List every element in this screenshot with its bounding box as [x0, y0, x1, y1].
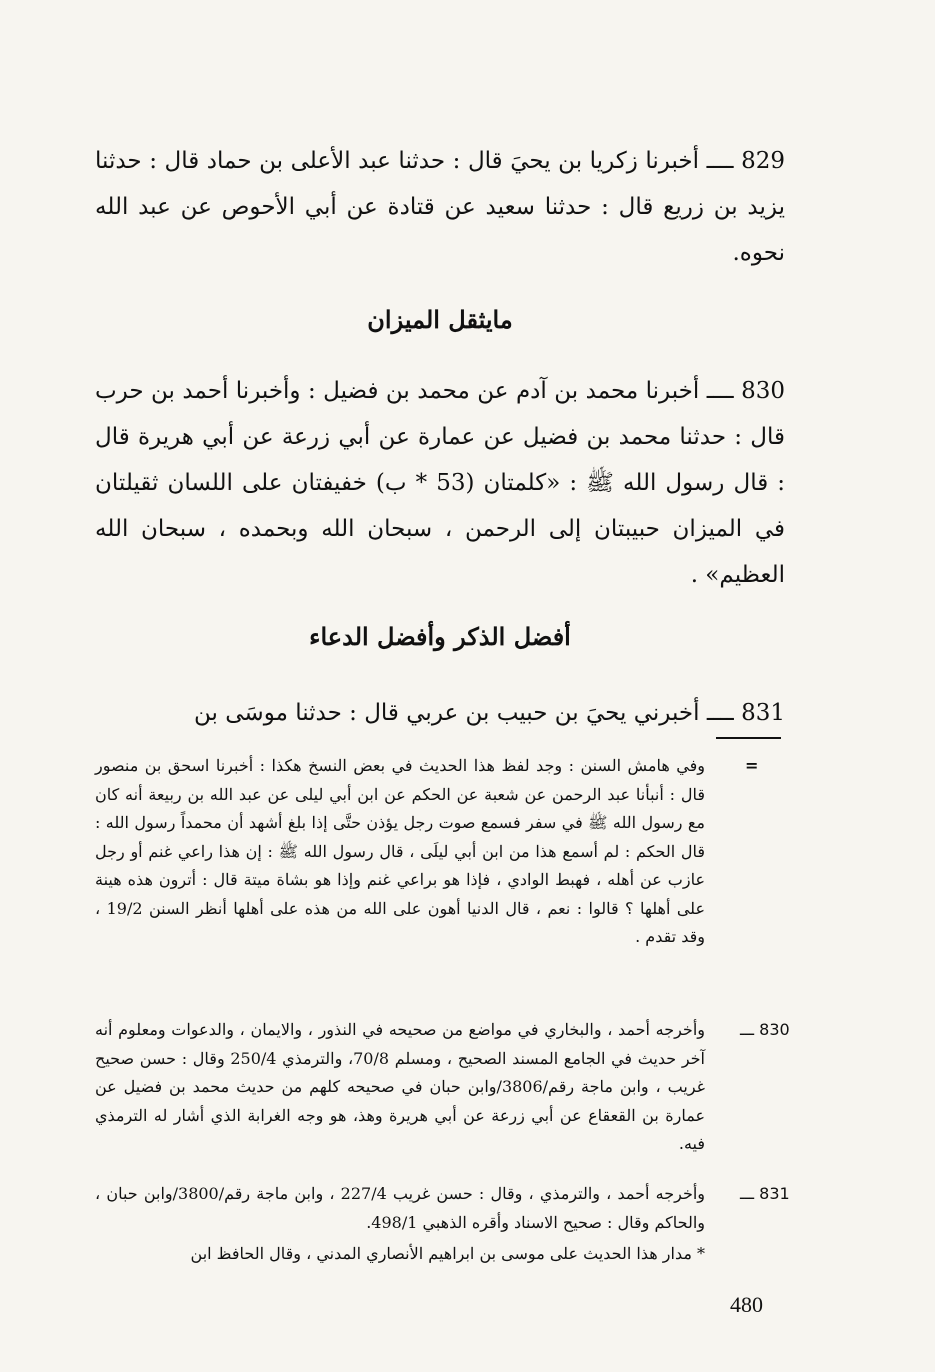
footnote-continuation-text: وفي هامش السنن : وجد لفظ هذا الحديث في بعض النسخ هكذا : أخبرنا اسحق بن منصور قال : أنبأنا عبد الرحمن عن شعبة عن الحكم عن ابن أبي ليلى عن عبد الله بن ربيعة أنه كان مع رسول الله ﷺ في سفر فسمع صوت رجل يؤذن حتَّى إذا بلغ أشهد أن محمداً رسول الله : قال الحكم : لم أسمع هذا من ابن أبي ليلَى ، قال رسول الله ﷺ : إن هذا راعي غنم أو رجل عازب عن أهله ، فهبط الوادي ، فإذا هو براعي غنم وإذا هو بشاة ميتة قال : أترون هذه هينة على أهلها ؟ قالوا : نعم ، قال الدنيا أهون على الله من هذه على أهلها أنظر السنن 19/2 ، وقد تقدم .: [95, 756, 706, 946]
footnote-separator: [716, 737, 781, 739]
footnote-831-text: وأخرجه أحمد ، والترمذي ، وقال : حسن غريب 227/4 ، وابن ماجة رقم/3800/وابن حبان ، والحاكم وقال : صحيح الاسناد وأقره الذهبي 498/1.: [95, 1184, 706, 1232]
footnote-831-label: 831 ـــ: [740, 1184, 790, 1203]
section-heading-mizan: مايثقل الميزان: [367, 305, 513, 334]
page-number: 480: [730, 1292, 763, 1317]
footnote-830-text: وأخرجه أحمد ، والبخاري في مواضع من صحيحه في النذور ، والايمان ، والدعوات ومعلوم أنه آخر حديث في الجامع المسند الصحيح ، ومسلم 70/8، والترمذي 250/4 وقال : حسن صحيح غريب ، وابن ماجة رقم/3806/وابن حبان في صحيحه كلهم من حديث محمد بن فضيل عن عمارة بن القعقاع عن أبي زرعة عن أبي هريرة وهذ، هو وجه الغرابة الذي أشار له الترمذي فيه.: [95, 1020, 706, 1153]
hadith-830-paragraph: 830 ــــ أخبرنا محمد بن آدم عن محمد بن فضيل : وأخبرنا أحمد بن حرب قال : حدثنا محمد بن فضيل عن عمارة عن أبي زرعة عن أبي هريرة قال : قال رسول الله ﷺ : «كلمتان (53 * ب) خفيفتان على اللسان ثقيلتان في الميزان حبيبتان إلى الرحمن ، سبحان الله وبحمده ، سبحان الله العظيم» .: [95, 378, 786, 588]
section-heading-dhikr: أفضل الذكر وأفضل الدعاء: [309, 622, 571, 651]
hadith-829-paragraph: 829 ــــ أخبرنا زكريا بن يحيَ قال : حدثنا عبد الأعلى بن حماد قال : حدثنا يزيد بن زريع قال : حدثنا سعيد عن قتادة عن أبي الأحوص عن عبد الله نحوه.: [95, 148, 785, 266]
footnote-star-text: * مدار هذا الحديث على موسى بن ابراهيم الأنصاري المدني ، وقال الحافظ ابن: [190, 1244, 705, 1263]
footnote-830-label: 830 ـــ: [740, 1020, 790, 1039]
footnote-continuation-marker: =: [745, 756, 759, 775]
hadith-831-paragraph: 831 ــــ أخبرني يحيَ بن حبيب بن عربي قال : حدثنا موسَى بن: [194, 700, 785, 726]
